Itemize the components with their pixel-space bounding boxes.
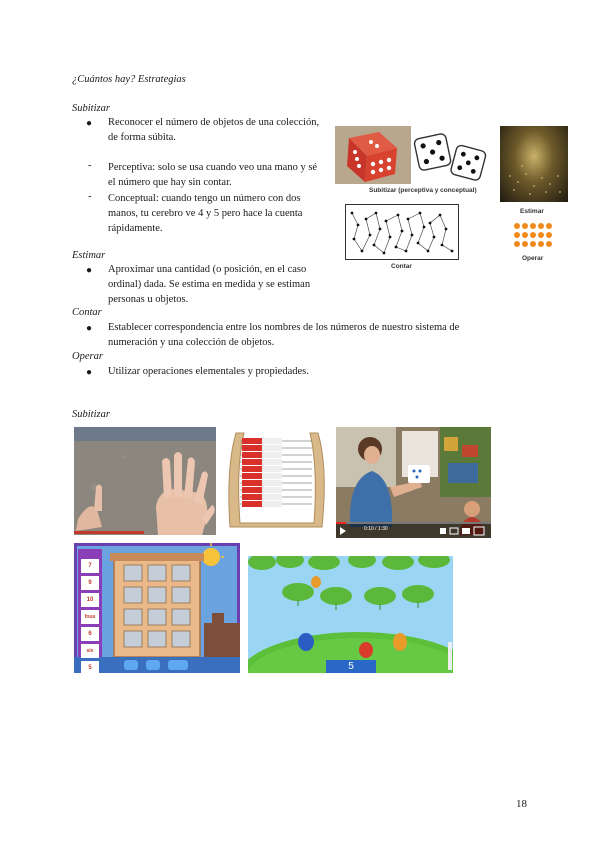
red-die-image (335, 126, 411, 184)
caption-contar: Contar (391, 263, 412, 270)
page-heading: ¿Cuántos hay? Estrategias (72, 74, 186, 85)
caption-operar: Operar (522, 255, 544, 262)
dash-icon: - (88, 191, 92, 202)
caption-subitizar: Subitizar (perceptiva y conceptual) (369, 187, 477, 194)
answer-counter: 5 (326, 660, 376, 673)
perceptiva-text: Perceptiva: solo se usa cuando veo una mano y sé el número que hay sin contar. (108, 162, 318, 188)
conceptual-text: Conceptual: cuando tengo un número con dos manos, tu cerebro ve 4 y 5 pero hace la cuenta rápidamente. (108, 193, 303, 234)
birds-game-screenshot[interactable] (248, 556, 453, 673)
number-card-label: six (81, 644, 99, 658)
section-title-contar: Contar (72, 307, 102, 318)
subitizar-definition: Reconocer el número de objetos de una colección, de forma súbita. (108, 117, 320, 143)
bullet-icon: ● (86, 118, 93, 129)
number-card[interactable]: 7 (81, 559, 99, 573)
bullet-icon: ● (86, 265, 93, 276)
strategies-figure (333, 124, 570, 272)
video-timestamp: 0:10 / 1:30 (364, 526, 388, 532)
operar-dots-image (513, 222, 557, 250)
number-card[interactable]: 9 (81, 576, 99, 590)
section-title-operar: Operar (72, 351, 103, 362)
caption-estimar: Estimar (520, 208, 544, 215)
bullet-icon: ● (86, 323, 93, 334)
white-dice-image (413, 130, 491, 186)
number-card[interactable]: 5 (81, 661, 99, 673)
hands-photo (74, 427, 216, 535)
estimar-definition: Aproximar una cantidad (o posición, en el caso ordinal) dada. Se estima en medida y se estiman personas u objetos. (108, 264, 311, 305)
contar-definition: Establecer correspondencia entre los nombres de los números de nuestro sistema de numeración y una colección de objetos. (108, 322, 460, 348)
crowd-image (500, 126, 568, 202)
bullet-icon: ● (86, 367, 93, 378)
dots-counting-image (345, 204, 459, 260)
number-cards-column (81, 559, 99, 673)
section-title-subitizar-examples: Subitizar (72, 409, 110, 420)
abacus-photo (222, 427, 330, 531)
dash-icon: - (88, 160, 92, 171)
page-number: 18 (516, 798, 527, 810)
classroom-video[interactable] (336, 427, 491, 538)
number-card[interactable]: fous (81, 610, 99, 624)
number-card[interactable]: 10 (81, 593, 99, 607)
section-title-estimar: Estimar (72, 250, 106, 261)
section-title-subitizar: Subitizar (72, 103, 110, 114)
building-game-screenshot[interactable] (74, 543, 240, 673)
operar-definition: Utilizar operaciones elementales y propiedades. (108, 366, 309, 377)
number-card[interactable]: 6 (81, 627, 99, 641)
